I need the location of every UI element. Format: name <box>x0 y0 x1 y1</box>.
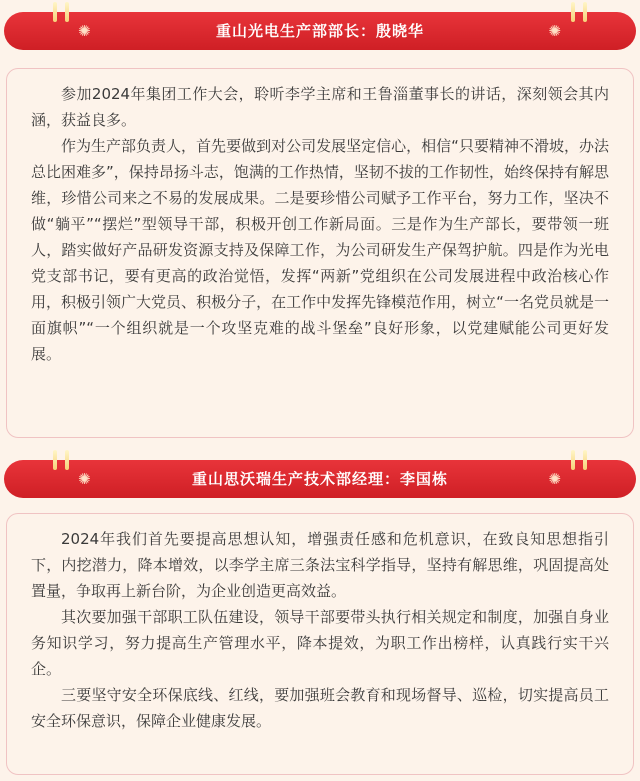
section-2-paragraph-1: 2024年我们首先要提高思想认知，增强责任感和危机意识，在致良知思想指引下，内挖潜力，降本增效，以李学主席三条法宝科学指导，坚持有解思维，巩固提高处置量，争取再上新台阶，为企业创造更高效益。 <box>31 530 609 600</box>
ribbon-decoration <box>48 450 74 470</box>
section-2-title: 重山思沃瑞生产技术部经理：李国栋 <box>191 470 448 488</box>
section-1-content-card <box>6 68 634 438</box>
section-1-paragraph-2: 作为生产部负责人，首先要做到对公司发展坚定信心，相信“只要精神不滑坡，办法总比困难多”，保持昂扬斗志，饱满的工作热情，坚韧不拔的工作韧性，始终保持有解思维，珍惜公司来之不易的发展成果。二是要珍惜公司赋予工作平台，努力工作，坚决不做“躺平”“摆烂”型领导干部，积极开创工作新局面。三是作为生产部长，要带领一班人，踏实做好产品研发资源支持及保障工作，为公司研发生产保驾护航。四是作为光电党支部书记，要有更高的政治觉悟，发挥“两新”党组织在公司发展进程中政治核心作用，积极引领广大党员、积极分子，在工作中发挥先锋模范作用，树立“一名党员就是一面旗帜”“一个组织就是一个攻坚克难的战斗堡垒”良好形象，以党建赋能公司更好发展。 <box>31 137 609 363</box>
flower-icon: ✺ <box>78 470 92 488</box>
section-1-title-banner <box>4 12 636 50</box>
section-2-paragraph-2: 其次要加强干部职工队伍建设，领导干部要带头执行相关规定和制度，加强自身业务知识学习，努力提高生产管理水平，降本提效，为职工作出榜样，认真践行实干兴企。 <box>31 608 609 678</box>
section-2-title-banner <box>4 460 636 498</box>
flower-icon: ✺ <box>548 470 562 488</box>
section-2-paragraph-3: 三要坚守安全环保底线、红线，要加强班会教育和现场督导、巡检，切实提高员工安全环保意识，保障企业健康发展。 <box>31 686 609 730</box>
ribbon-decoration <box>566 2 592 22</box>
ribbon-decoration <box>566 450 592 470</box>
flower-icon: ✺ <box>78 22 92 40</box>
section-2-content-card <box>6 513 634 775</box>
flower-icon: ✺ <box>548 22 562 40</box>
section-1-paragraph-1: 参加2024年集团工作大会，聆听李学主席和王鲁淄董事长的讲话，深刻领会其内涵，获益良多。 <box>31 85 609 129</box>
ribbon-decoration <box>48 2 74 22</box>
section-1-title: 重山光电生产部部长：殷晓华 <box>215 22 424 40</box>
